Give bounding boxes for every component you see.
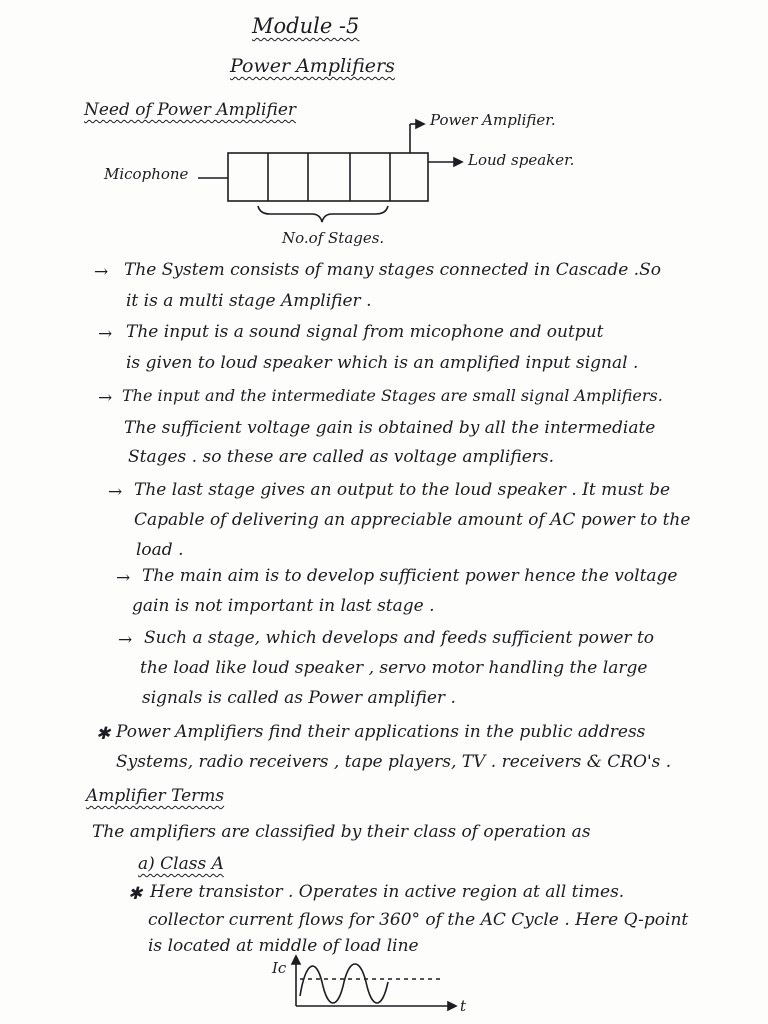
point-line: The last stage gives an output to the loud speaker . It must be bbox=[134, 480, 671, 500]
class-a-line: collector current flows for 360° of the AC Cycle . Here Q-point bbox=[148, 910, 689, 930]
point-line: Such a stage, which develops and feeds sufficient power to bbox=[144, 628, 655, 648]
note-line: Systems, radio receivers , tape players, TV . receivers & CRO's . bbox=[116, 752, 672, 772]
classification-intro: The amplifiers are classified by their class of operation as bbox=[92, 822, 591, 842]
point-line: gain is not important in last stage . bbox=[132, 596, 435, 616]
asterisk-icon: ✱ bbox=[128, 884, 143, 904]
point-line: The sufficient voltage gain is obtained by all the intermediate bbox=[124, 418, 656, 438]
module-title: Module -5 bbox=[252, 14, 360, 38]
point-line: The input is a sound signal from micophone and output bbox=[126, 322, 604, 342]
page-title: Power Amplifiers bbox=[230, 55, 395, 77]
arrow-icon: → bbox=[118, 630, 133, 650]
point-line: signals is called as Power amplifier . bbox=[142, 688, 456, 708]
graph-x-label: t bbox=[460, 997, 467, 1015]
point-line: it is a multi stage Amplifier . bbox=[126, 291, 372, 311]
class-a-line: Here transistor . Operates in active region at all times. bbox=[150, 882, 625, 902]
point-line: Stages . so these are called as voltage amplifiers. bbox=[128, 447, 555, 467]
microphone-label: Micophone bbox=[104, 165, 189, 183]
class-a-line: is located at middle of load line bbox=[148, 936, 419, 956]
current-wave bbox=[300, 964, 388, 1003]
arrow-icon: → bbox=[98, 388, 113, 408]
point-line: The System consists of many stages connected in Cascade .So bbox=[124, 260, 661, 280]
stages-brace bbox=[258, 206, 388, 222]
point-line: The main aim is to develop sufficient power hence the voltage bbox=[142, 566, 678, 586]
asterisk-icon: ✱ bbox=[96, 724, 111, 744]
point-line: The input and the intermediate Stages are small signal Amplifiers. bbox=[122, 386, 663, 405]
class-a-heading: a) Class A bbox=[138, 854, 224, 874]
stages-label: No.of Stages. bbox=[282, 229, 385, 247]
arrow-icon: → bbox=[116, 568, 131, 588]
note-line: Power Amplifiers find their applications in the public address bbox=[116, 722, 646, 742]
point-line: Capable of delivering an appreciable amount of AC power to the bbox=[134, 510, 691, 530]
section-heading-need: Need of Power Amplifier bbox=[84, 100, 297, 120]
loud-speaker-label: Loud speaker. bbox=[468, 151, 575, 169]
stages-box bbox=[228, 153, 428, 201]
section-heading-terms: Amplifier Terms bbox=[86, 786, 225, 806]
point-line: load . bbox=[136, 540, 184, 560]
arrow-icon: → bbox=[98, 324, 113, 344]
arrow-icon: → bbox=[108, 482, 123, 502]
amplifier-stages-diagram bbox=[0, 0, 768, 260]
arrow-icon: → bbox=[94, 262, 109, 282]
power-amplifier-label: Power Amplifier. bbox=[430, 111, 556, 129]
graph-y-label: Ic bbox=[272, 959, 287, 977]
point-line: is given to loud speaker which is an amplified input signal . bbox=[126, 353, 639, 373]
point-line: the load like loud speaker , servo motor handling the large bbox=[140, 658, 648, 678]
